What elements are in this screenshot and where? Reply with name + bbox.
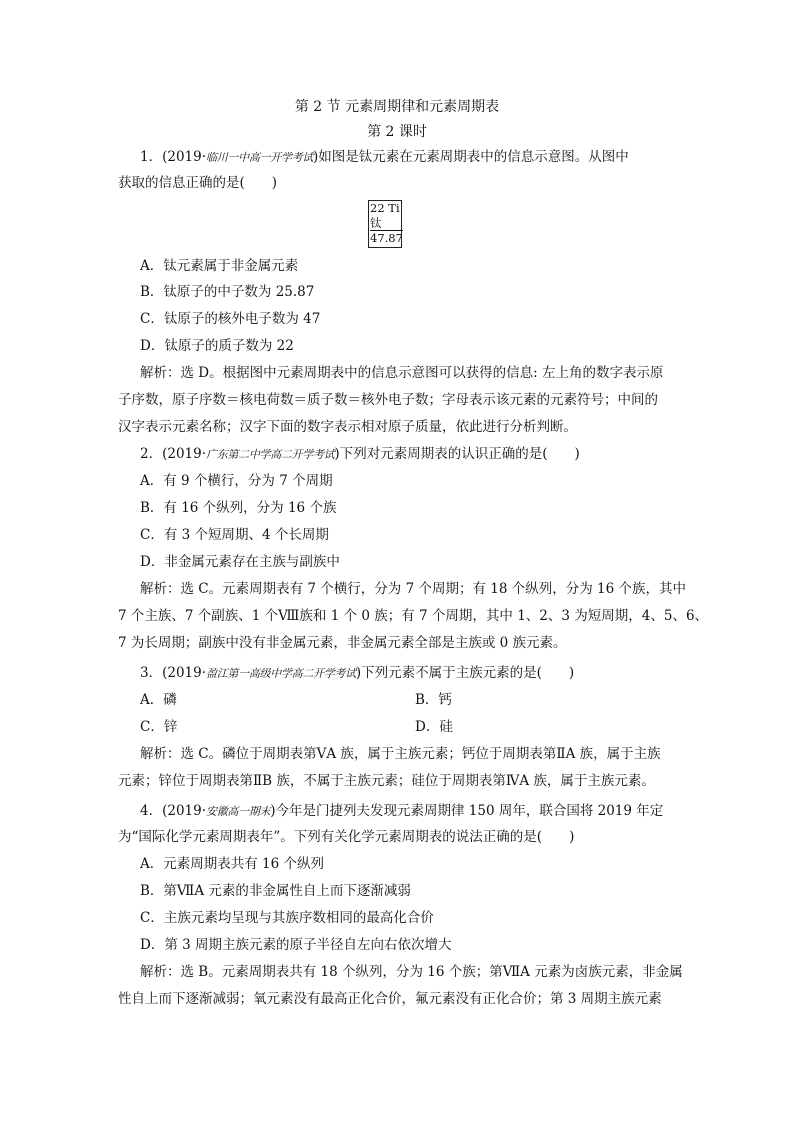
q2-analysis-line3: 7 为长周期；副族中没有非金属元素，非金属元素全部是主族或 0 族元素。 [118,635,567,651]
q4-option-d: D．第 3 周期主族元素的原子半径自左向右依次增大 [140,937,452,953]
q3-number: 3．(2019· [140,665,207,681]
element-number-symbol [369,201,401,216]
element-info-figure [368,200,402,248]
q2-option-d: D．非金属元素存在主族与副族中 [140,554,340,570]
q1-analysis-line1: 解析：选 D。根据图中元素周期表中的信息示意图可以获得的信息: 左上角的数字表示原 [140,365,664,381]
q2-analysis-line1: 解析：选 C。元素周期表有 7 个横行，分为 7 个周期；有 18 个纵列，分为 16 个族，其中 [140,581,686,597]
q2-option-c: C．有 3 个短周期、4 个长周期 [140,527,329,543]
q4-stem-a: )今年是门捷列夫发现元素周期律 150 周年，联合国将 2019 年定 [270,803,664,819]
element-mass: 47.87 [370,231,403,245]
q1-option-c: C．钛原子的核外电子数为 47 [140,311,321,327]
q2-option-a: A．有 9 个横行，分为 7 个周期 [140,473,333,489]
section-title: 第 2 节 元素周期律和元素周期表 [294,99,500,115]
q4-option-c: C．主族元素均呈现与其族序数相同的最高化合价 [140,910,434,926]
lesson-title: 第 2 课时 [367,124,427,140]
q3-option-c: C．锌 [140,719,178,735]
q4-stem-line2: 为“国际化学元素周期表年”。下列有关化学元素周期表的说法正确的是( ) [118,829,575,845]
q3-analysis-line1: 解析：选 C。磷位于周期表第ⅤA 族，属于主族元素；钙位于周期表第ⅡA 族，属于主族 [140,746,661,762]
q1-stem-line1 [140,146,629,169]
q3-option-a: A．磷 [140,692,177,708]
q1-option-b: B．钛原子的中子数为 25.87 [140,284,315,300]
q1-stem-a: )如图是钛元素在元素周期表中的信息示意图。从图中 [313,149,629,165]
q2-source: 广东第二中学高二开学考试 [206,448,335,461]
q3-option-d: D．硅 [415,719,453,735]
q1-number: 1．(2019· [140,149,207,165]
q1-stem-line2: 获取的信息正确的是( ) [118,175,278,191]
q4-option-a: A．元素周期表共有 16 个纵列 [140,856,325,872]
q2-stem [140,443,580,466]
q1-option-a: A．钛元素属于非金属元素 [140,258,299,274]
q4-option-b: B．第ⅦA 元素的非金属性自上而下逐渐减弱 [140,883,411,899]
q4-number: 4．(2019· [140,803,207,819]
q1-option-d: D．钛原子的质子数为 22 [140,338,294,354]
q2-number: 2．(2019· [140,446,207,462]
q1-analysis-line3: 汉字表示元素名称；汉字下面的数字表示相对原子质量，依此进行分析判断。 [118,419,577,435]
q3-analysis-line2: 元素；锌位于周期表第ⅡB 族，不属于主族元素；硅位于周期表第ⅣA 族，属于主族元素。 [118,773,655,789]
q4-analysis-line2: 性自上而下逐渐减弱；氧元素没有最高正化合价，氟元素没有正化合价；第 3 周期主族元素 [118,991,662,1007]
q2-stem-text: )下列对元素周期表的认识正确的是( ) [334,446,580,462]
q2-analysis-line2: 7 个主族、7 个副族、1 个Ⅷ族和 1 个 0 族；有 7 个周期，其中 1、2、3 为短周期，4、5、6、 [118,608,709,624]
element-name: 钛 [370,216,382,230]
q4-stem-line1 [140,800,663,823]
q2-option-b: B．有 16 个纵列，分为 16 个族 [140,500,337,516]
q1-analysis-line2: 子序数，原子序数＝核电荷数＝质子数＝核外电子数；字母表示该元素的元素符号；中间的 [118,392,658,408]
q4-analysis-line1: 解析：选 B。元素周期表共有 18 个纵列，分为 16 个族；第ⅦA 元素为卤族元素，非金属 [140,964,683,980]
element-symbol: Ti [388,201,400,215]
q3-option-b: B．钙 [415,692,452,708]
q4-source: 安徽高一期末 [206,805,271,818]
element-atomic-number: 22 [370,201,385,215]
q3-stem-text: )下列元素不属于主族元素的是( ) [355,665,575,681]
q1-source: 临川一中高一开学考试 [206,151,314,164]
q3-stem [140,662,574,685]
q3-source: 盈江第一高级中学高二开学考试 [206,667,356,680]
